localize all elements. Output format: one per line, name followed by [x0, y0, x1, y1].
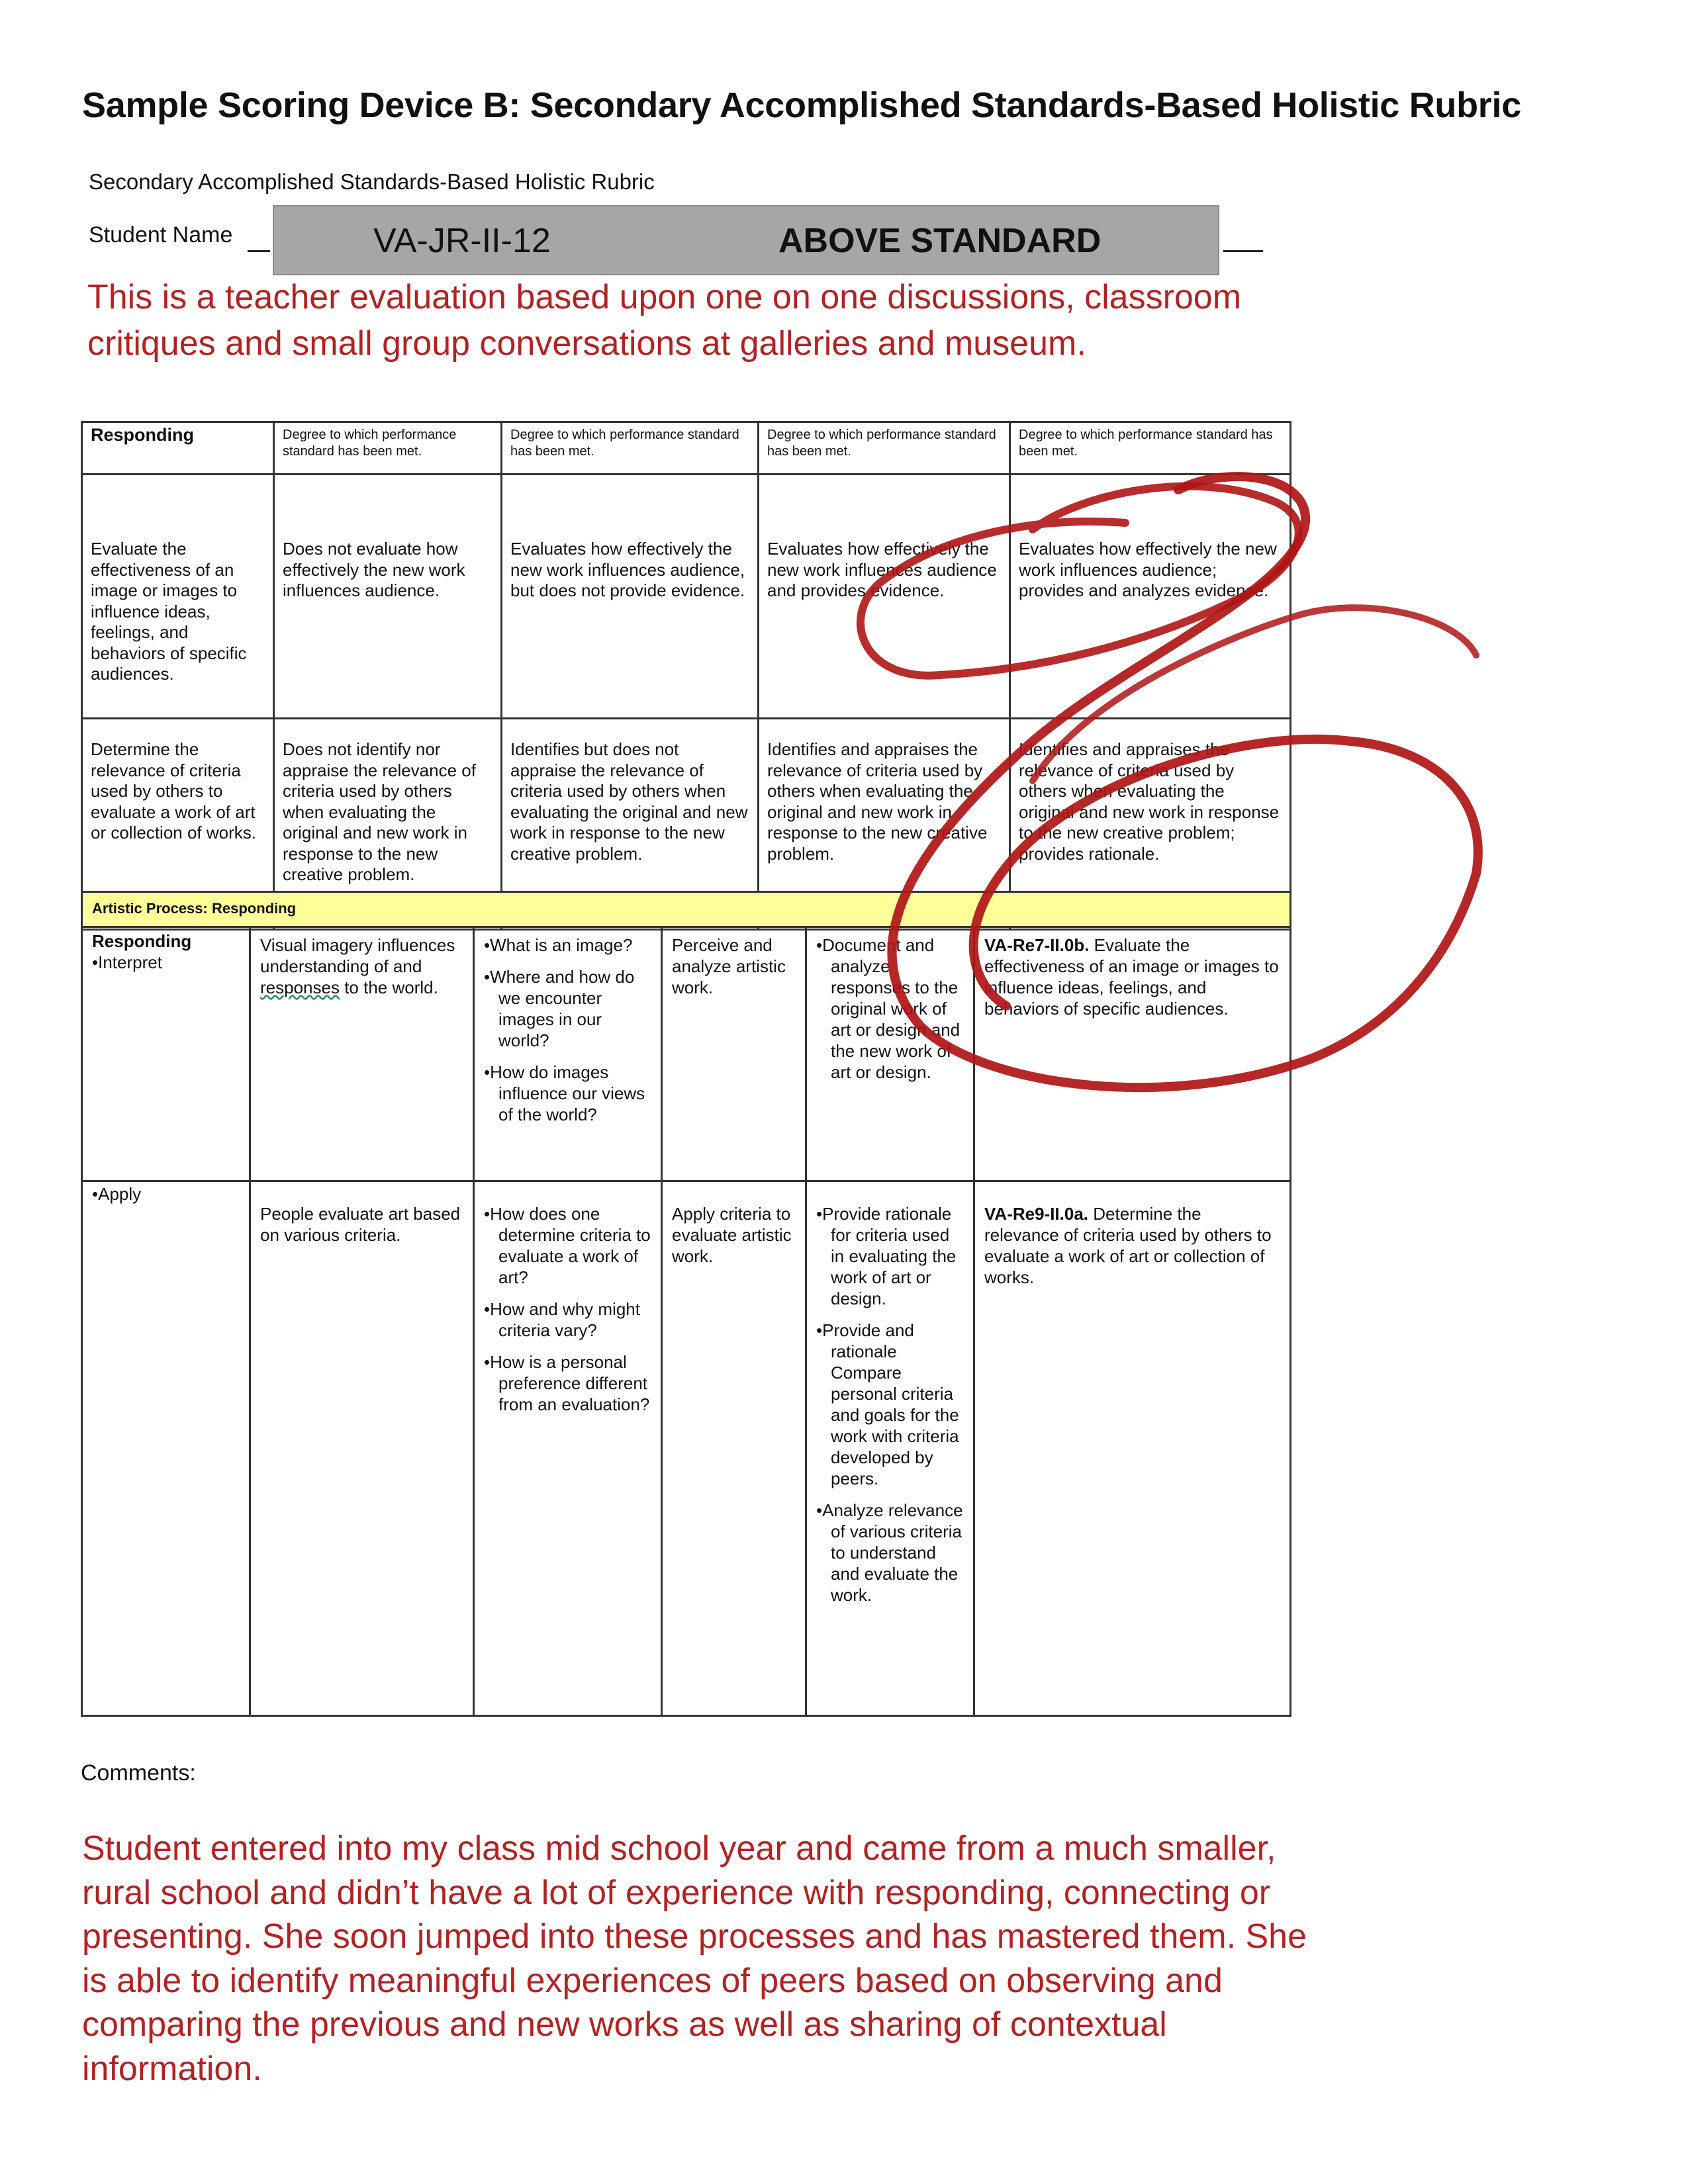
name-underline-left: [248, 250, 270, 252]
process-label-cell: [82, 927, 250, 1181]
enduring-understanding-cell: [250, 927, 474, 1181]
standard-cell: [974, 1181, 1291, 1716]
rubric-cell: Evaluates how effectively the new work influences audience; provides and analyzes evidence.: [1010, 475, 1291, 719]
rubric-header-cell: Degree to which performance standard has been met.: [1010, 422, 1291, 475]
comments-label: Comments:: [81, 1760, 196, 1786]
apply-label-cell: [82, 1181, 250, 1716]
question-item: • How do images influence our views of the world?: [484, 1062, 651, 1125]
comments-text: Student entered into my class mid school year and came from a much smaller, rural school and didn’t have a lot of experience with responding, connecting or presenting. She soon jumped into these processes and has mastered them. She is able to identify meaningful experiences of peers based on observing and comparing the previous and new works as well as sharing of contextual information.: [82, 1829, 1307, 2088]
performance-level: ABOVE STANDARD: [778, 222, 1102, 260]
task-item: • Document and analyze responses to the original work of art or design and the new work of art or design.: [816, 934, 964, 1083]
rubric-cell: Evaluates how effectively the new work influences audience and provides evidence.: [759, 475, 1010, 719]
rubric-cell: Identifies and appraises the relevance of criteria used by others when evaluating the original and new work in response to the new creative problem.: [759, 719, 1010, 930]
essential-questions-cell: [474, 927, 662, 1181]
rubric-subtitle: Secondary Accomplished Standards-Based Holistic Rubric: [89, 169, 655, 194]
standard-code: VA-Re7-II.0b.: [984, 935, 1090, 955]
page-title: Sample Scoring Device B: Secondary Accomplished Standards-Based Holistic Rubric: [82, 85, 1521, 125]
rubric-header-cell: Responding: [82, 422, 274, 475]
task-cell: [806, 927, 974, 1181]
task-item: • Analyze relevance of various criteria to understand and evaluate the work.: [816, 1500, 964, 1606]
question-item: • Where and how do we encounter images in our world?: [484, 966, 651, 1051]
student-name-field: [273, 205, 1219, 275]
standard-code: VA-Re9-II.0a.: [984, 1204, 1089, 1224]
understanding-text-end: to the world.: [344, 978, 438, 997]
rubric-cell: Identifies and appraises the relevance of criteria used by others when evaluating the original and new work in response to the new creative problem; provides rationale.: [1010, 719, 1291, 930]
task-item: • Provide and rationale Compare personal criteria and goals for the work with criteria developed by peers.: [816, 1320, 964, 1489]
task-cell: [806, 1181, 974, 1716]
student-id: VA-JR-II-12: [373, 222, 551, 260]
enduring-understanding-cell: People evaluate art based on various criteria.: [250, 1181, 474, 1716]
rubric-header-cell: Degree to which performance standard has been met.: [274, 422, 502, 475]
name-underline-right: [1223, 250, 1263, 252]
rubric-cell: Does not identify nor appraise the relevance of criteria used by others when evaluating the original and new work in response to the new creative problem.: [274, 719, 502, 930]
rubric-cell: Identifies but does not appraise the relevance of criteria used by others when evaluating the original and new work in response to the new creative problem.: [502, 719, 759, 930]
skill-cell: Apply criteria to evaluate artistic work.: [662, 1181, 806, 1716]
understanding-underlined-word: responses: [260, 978, 340, 997]
skill-cell: Perceive and analyze artistic work.: [662, 927, 806, 1181]
rubric-cell: Evaluates how effectively the new work influences audience, but does not provide evidence.: [502, 475, 759, 719]
essential-questions-cell: [474, 1181, 662, 1716]
teacher-note: This is a teacher evaluation based upon one on one discussions, classroom critiques and small group conversations at galleries and museum.: [87, 278, 1242, 363]
rubric-header-cell: Degree to which performance standard has been met.: [759, 422, 1010, 475]
rubric-table: [81, 421, 1291, 931]
rubric-cell: Does not evaluate how effectively the new work influences audience.: [274, 475, 502, 719]
question-item: • How and why might criteria vary?: [484, 1298, 651, 1341]
rubric-cell: Determine the relevance of criteria used by others to evaluate a work of art or collection of works.: [82, 719, 274, 930]
interpret-row: [82, 927, 1291, 1181]
standard-text: Evaluate the effectiveness of an image or images to influence ideas, feelings, and behaviors of specific audiences.: [984, 935, 1279, 1019]
question-item: • How does one determine criteria to evaluate a work of art?: [484, 1203, 651, 1288]
process-banner: Artistic Process: Responding: [82, 892, 1291, 927]
question-item: • How is a personal preference different from an evaluation?: [484, 1351, 651, 1415]
understanding-text: Visual imagery influences understanding of and: [260, 935, 455, 976]
student-name-label: Student Name: [89, 222, 233, 248]
standard-cell: [974, 927, 1291, 1181]
rubric-row: [82, 475, 1291, 719]
interpret-label: • Interpret: [92, 952, 240, 973]
rubric-cell: Evaluate the effectiveness of an image or images to influence ideas, feelings, and behaviors of specific audiences.: [82, 475, 274, 719]
apply-row: [82, 1181, 1291, 1716]
artistic-process-table: [81, 891, 1291, 1717]
process-banner-row: [82, 892, 1291, 927]
rubric-header-row: [82, 422, 1291, 475]
task-item: • Provide rationale for criteria used in evaluating the work of art or design.: [816, 1203, 964, 1309]
process-heading: Responding: [92, 931, 192, 951]
apply-label: • Apply: [92, 1183, 240, 1205]
standard-text: Determine the relevance of criteria used by others to evaluate a work of art or collection of works.: [984, 1204, 1272, 1287]
question-item: • What is an image?: [484, 934, 651, 956]
rubric-header-cell: Degree to which performance standard has been met.: [502, 422, 759, 475]
